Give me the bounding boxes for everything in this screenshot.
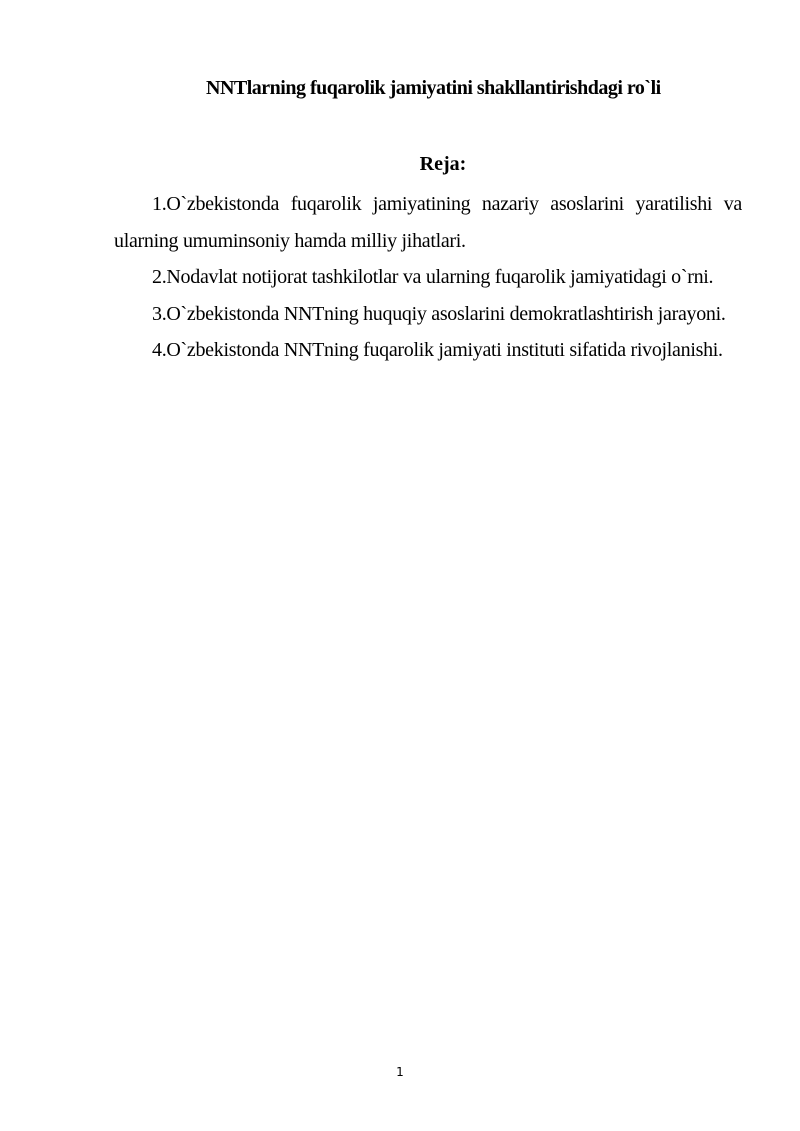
plan-heading: Reja:: [419, 153, 467, 175]
plan-list: [114, 186, 742, 369]
document-title: NNTlarning fuqarolik jamiyatini shakllantirishdagi ro`li: [206, 77, 661, 99]
plan-item-2: 2.Nodavlat notijorat tashkilotlar va ularning fuqarolik jamiyatidagi o`rni.: [152, 266, 714, 288]
plan-item-3: 3.O`zbekistonda NNTning huquqiy asoslarini demokratlashtirish jarayoni.: [152, 302, 726, 325]
plan-item-1: 1.O`zbekistonda fuqarolik jamiyatining nazariy asoslarini yaratilishi va ularning umuminsoniy hamda milliy jihatlari.: [114, 193, 742, 252]
page-number: 1: [396, 1065, 404, 1079]
plan-item-4: 4.O`zbekistonda NNTning fuqarolik jamiyati instituti sifatida rivojlanishi.: [152, 339, 723, 361]
